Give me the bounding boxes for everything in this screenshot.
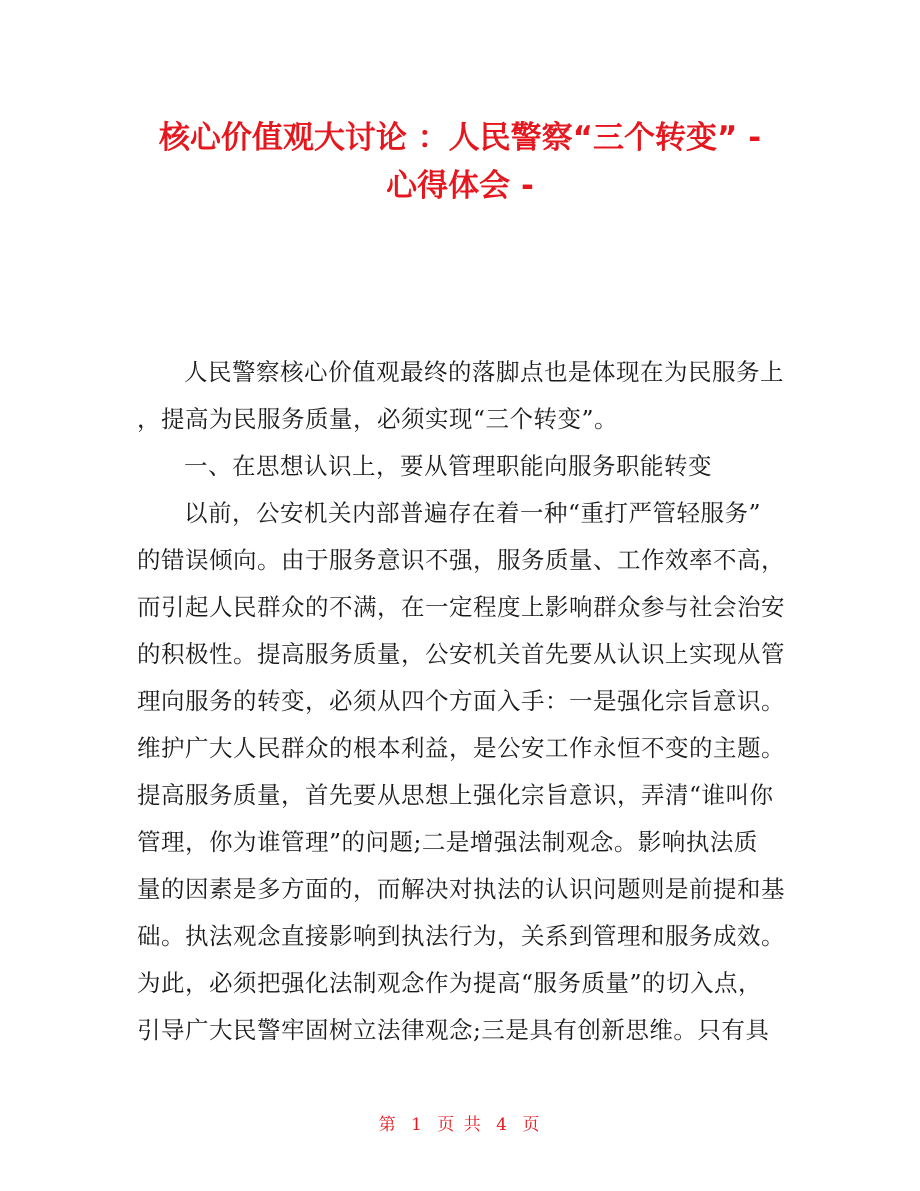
paragraph-line: 的错误倾向。由于服务意识不强，服务质量、工作效率不高，: [137, 546, 785, 574]
paragraph-line: 提高服务质量，首先要从思想上强化宗旨意识，弄清“谁叫你: [137, 781, 774, 809]
paragraph-line: 人民警察核心价值观最终的落脚点也是体现在为民服务上: [184, 358, 784, 386]
footer-prefix: 第: [378, 1115, 398, 1135]
document-body: [137, 349, 787, 1054]
paragraph-line: 维护广大人民群众的根本利益，是公安工作永恒不变的主题。: [137, 734, 785, 762]
section-heading: 一、在思想认识上，要从管理职能向服务职能转变: [184, 452, 712, 480]
paragraph-line: 以前，公安机关内部普遍存在着一种“重打严管轻服务”: [184, 499, 762, 527]
paragraph-line: 量的因素是多方面的，而解决对执法的认识问题则是前提和基: [137, 875, 785, 903]
paragraph-line: 的积极性。提高服务质量，公安机关首先要从认识上实现从管: [137, 640, 785, 668]
document-title-line-1: 核心价值观大讨论 ：人民警察“三个转变” -: [158, 120, 762, 156]
paragraph-line: 而引起人民群众的不满，在一定程度上影响群众参与社会治安: [137, 593, 785, 621]
document-title-line-2: 心得体会 -: [386, 168, 534, 204]
paragraph-line: ，提高为民服务质量，必须实现“三个转变”。: [137, 405, 619, 433]
paragraph-line: 为此，必须把强化法制观念作为提高“服务质量”的切入点，: [137, 969, 763, 997]
paragraph-line: 础。执法观念直接影响到执法行为，关系到管理和服务成效。: [137, 922, 785, 950]
paragraph-line: 理向服务的转变，必须从四个方面入手：一是强化宗旨意识。: [137, 687, 785, 715]
total-pages-number: 4: [496, 1115, 509, 1135]
current-page-number: 1: [411, 1115, 424, 1135]
footer-middle: 页 共: [437, 1115, 483, 1135]
paragraph-line: 管理，你为谁管理”的问题;二是增强法制观念。影响执法质: [137, 828, 758, 856]
page-footer: [0, 1114, 920, 1136]
footer-suffix: 页: [522, 1115, 542, 1135]
paragraph-line: 引导广大民警牢固树立法律观念;三是具有创新思维。只有具: [137, 1016, 770, 1044]
